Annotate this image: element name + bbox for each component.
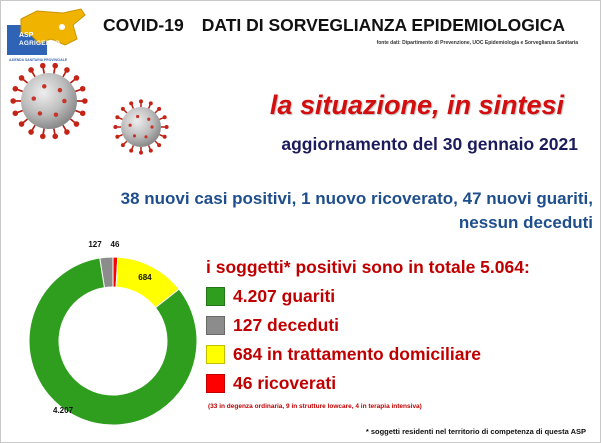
legend-item-deceduti [206,314,339,336]
virus-illustration [1,63,201,173]
logo-province-text: AGRIGENTO [19,40,61,47]
asp-logo [7,5,89,67]
title-dati: DATI DI SORVEGLIANZA EPIDEMIOLOGICA [201,15,566,35]
summary-line-2: nessun deceduti [458,213,593,232]
data-label-deceduti: 127 [88,240,102,249]
daily-summary [13,187,593,235]
virus-big-icon [10,63,87,139]
legend-label-ricoverati: 46 ricoverati [233,372,337,393]
page-title [103,15,583,36]
title-covid: COVID-19 [103,15,184,35]
ricoverati-detail: (33 in degenza ordinaria, 9 in strutture lowcare, 4 in terapia intensiva) [208,403,422,410]
donut-chart [25,237,201,429]
data-label-ricoverati: 46 [110,240,120,249]
legend-item-guariti [206,285,335,307]
legend-swatch-deceduti [206,316,225,335]
total-positive: i soggetti* positivi sono in totale 5.064: [206,257,530,277]
update-date: aggiornamento del 30 gennaio 2021 [281,134,578,154]
virus-small-icon [113,99,168,154]
data-label-domiciliare: 684 [138,272,152,282]
headline: la situazione, in sintesi [269,90,564,120]
logo-subtitle: AZIENDA SANITARIA PROVINCIALE [9,58,68,62]
legend-swatch-ricoverati [206,374,225,393]
footnote: * soggetti residenti nel territorio di competenza di questa ASP [365,427,586,436]
legend-swatch-domiciliare [206,345,225,364]
legend-label-guariti: 4.207 guariti [233,285,336,306]
data-source: fonte dati: Dipartimento di Prevenzione, UOC Epidemiologia e Sorveglianza Sanitaria [376,40,578,46]
legend-item-ricoverati [206,372,336,394]
legend-label-deceduti: 127 deceduti [233,314,340,335]
legend-label-domiciliare: 684 in trattamento domiciliare [233,343,481,364]
legend-item-domiciliare [206,343,481,365]
data-label-guariti: 4.207 [53,406,74,415]
logo-asp-text: ASP [19,32,34,39]
summary-line-1: 38 nuovi casi positivi, 1 nuovo ricoverato, 47 nuovi guariti, [120,189,593,208]
legend-swatch-guariti [206,287,225,306]
